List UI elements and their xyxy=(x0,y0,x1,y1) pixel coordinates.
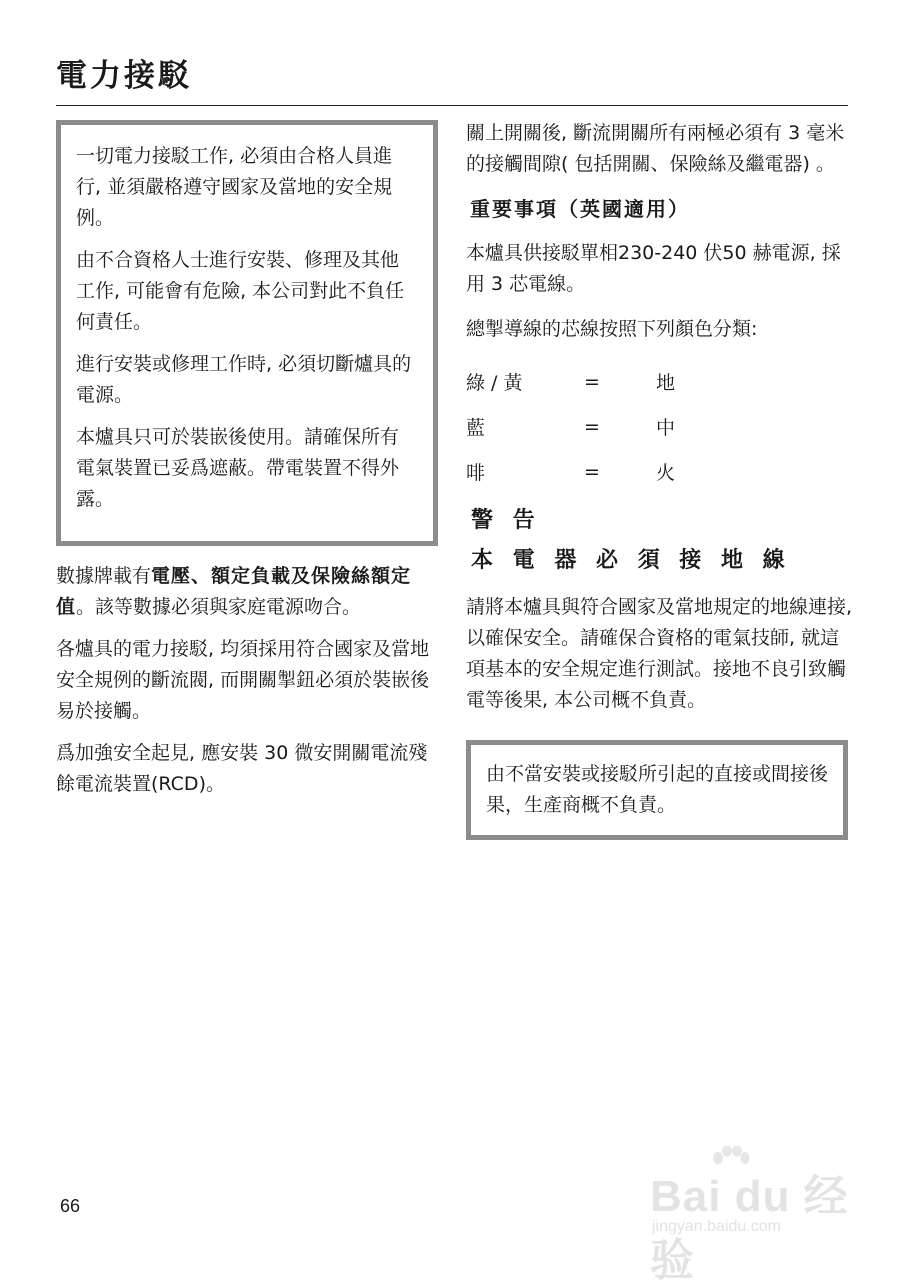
box-paragraph-2: 由不合資格人士進行安裝、修理及其他工作, 可能會有危險, 本公司對此不負任何責任。 xyxy=(76,249,405,333)
wire-colour: 綠 / 黃 xyxy=(466,372,523,394)
wire-equals: = xyxy=(584,415,600,438)
wire-colour: 啡 xyxy=(466,462,486,484)
wire-row-live xyxy=(466,449,854,494)
uk-heading: 重要事項（英國適用） xyxy=(470,197,690,221)
wire-equals: = xyxy=(584,460,600,483)
liability-box xyxy=(466,740,848,840)
watermark-logo: Bai du 经验 xyxy=(650,1172,849,1285)
rating-prefix: 數據牌載有 xyxy=(56,565,152,587)
box-paragraph-4: 本爐具只可於裝嵌後使用。請確保所有電氣裝置已妥爲遮蔽。帶電裝置不得外露。 xyxy=(76,426,400,510)
earthing-paragraph: 請將本爐具與符合國家及當地規定的地線連接, 以確保安全。請確保合資格的電氣技師, 就這項基本的安全規定進行測試。接地不良引致觸電等後果, 本公司概不負責。 xyxy=(466,596,853,711)
rating-bold-terms: 電壓、額定負載及保險絲額定值 xyxy=(56,565,412,618)
warning-title: 警 告 xyxy=(471,508,541,533)
warning-subtitle: 本 電 器 必 須 接 地 線 xyxy=(471,548,791,573)
wire-colour: 藍 xyxy=(466,417,486,439)
rating-suffix: 。該等數據必須與家庭電源吻合。 xyxy=(76,596,362,618)
right-column xyxy=(466,118,854,840)
page-title: 電力接駁 xyxy=(56,58,192,94)
watermark-url: jingyan.baidu.com xyxy=(652,1218,781,1235)
wire-colour-table xyxy=(466,359,854,494)
wire-row-earth xyxy=(466,359,854,404)
left-body xyxy=(56,561,441,800)
wire-equals: = xyxy=(584,370,600,393)
rating-plate-paragraph xyxy=(56,561,441,623)
rcd-paragraph: 爲加強安全起見, 應安裝 30 微安開關電流殘餘電流裝置(RCD)。 xyxy=(56,742,428,795)
page-number: 66 xyxy=(60,1196,81,1216)
wire-colour-intro: 總掣導線的芯線按照下列顏色分類: xyxy=(466,318,758,340)
baidu-watermark xyxy=(640,1148,870,1285)
box-paragraph-1: 一切電力接駁工作, 必須由合格人員進行, 並須嚴格遵守國家及當地的安全規例。 xyxy=(76,145,393,229)
wire-meaning: 地 xyxy=(656,372,676,394)
uk-supply-paragraph: 本爐具供接駁單相230-240 伏50 赫電源, 採用 3 芯電線。 xyxy=(466,242,841,295)
title-rule xyxy=(56,105,848,106)
safety-notice-box xyxy=(56,120,438,546)
wire-row-neutral xyxy=(466,404,854,449)
isolator-paragraph: 各爐具的電力接駁, 均須採用符合國家及當地安全規例的斷流閥, 而開關掣鈕必須於裝嵌後易於接觸。 xyxy=(56,638,430,722)
left-column xyxy=(56,120,441,811)
liability-text: 由不當安裝或接駁所引起的直接或間接後果，生產商概不負責。 xyxy=(486,763,829,816)
wire-meaning: 火 xyxy=(656,462,676,484)
wire-meaning: 中 xyxy=(656,417,676,439)
contact-gap-paragraph: 關上開關後, 斷流開關所有兩極必須有 3 毫米的接觸間隙( 包括開關、保險絲及繼電器) 。 xyxy=(466,122,845,175)
box-paragraph-3: 進行安裝或修理工作時, 必須切斷爐具的電源。 xyxy=(76,353,412,406)
